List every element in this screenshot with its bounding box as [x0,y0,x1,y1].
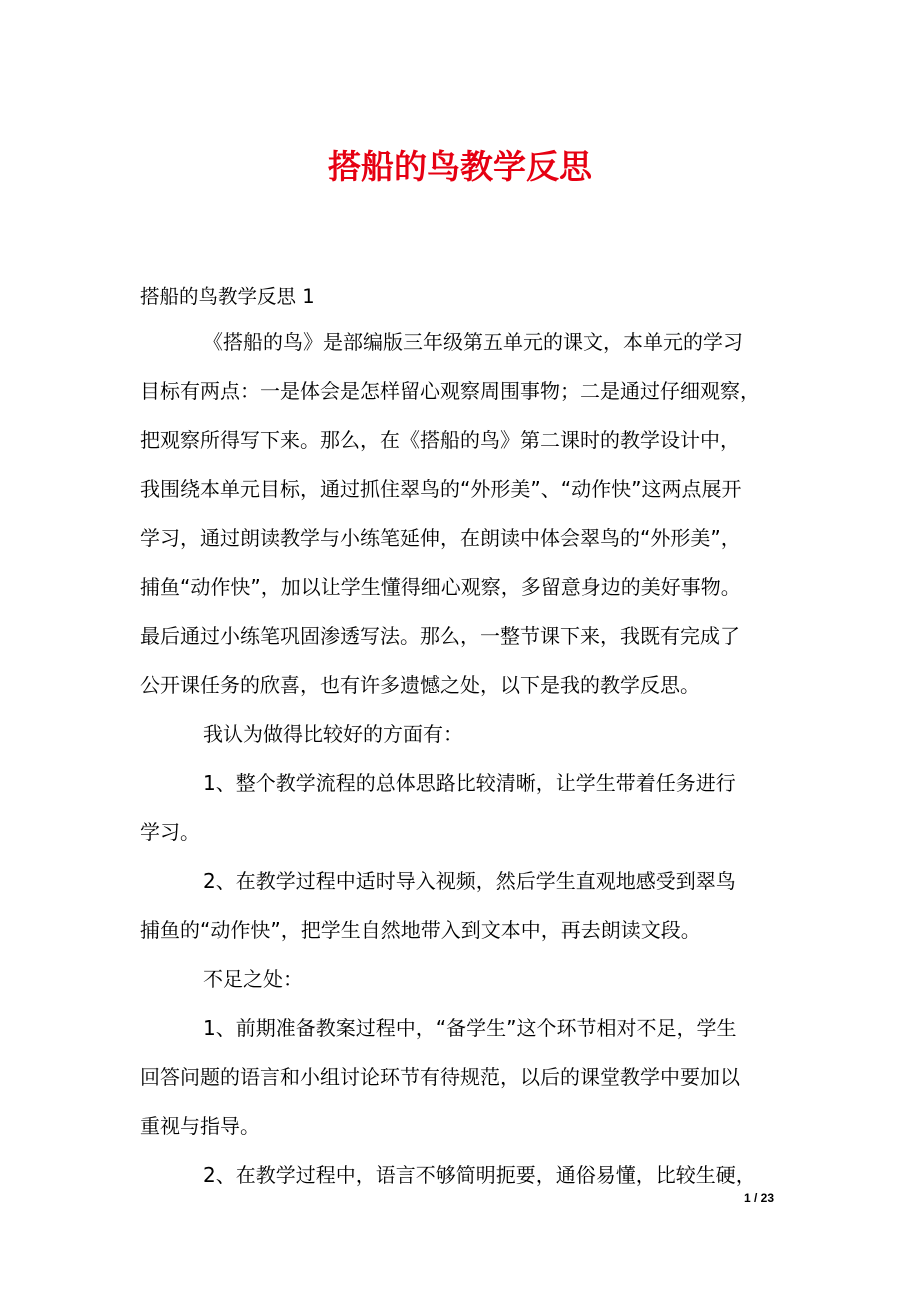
section-heading: 搭船的鸟教学反思 1 [140,285,315,308]
body-line: 不足之处： [203,967,303,991]
body-line: 回答问题的语言和小组讨论环节有待规范，以后的课堂教学中要加以 [140,1065,740,1089]
body-line: 捕鱼“动作快”，加以让学生懂得细心观察，多留意身边的美好事物。 [140,575,741,599]
body-line: 公开课任务的欣喜，也有许多遗憾之处，以下是我的教学反思。 [140,673,700,697]
body-line: 1、前期准备教案过程中，“备学生”这个环节相对不足，学生 [203,1016,737,1040]
body-line: 2、在教学过程中，语言不够简明扼要，通俗易懂，比较生硬， [203,1163,756,1187]
body-line: 《搭船的鸟》是部编版三年级第五单元的课文，本单元的学习 [203,330,743,354]
body-line: 把观察所得写下来。那么，在《搭船的鸟》第二课时的教学设计中， [140,428,740,452]
body-line: 学习。 [140,820,200,844]
body-line: 1、整个教学流程的总体思路比较清晰，让学生带着任务进行 [203,771,736,795]
body-line: 学习，通过朗读教学与小练笔延伸，在朗读中体会翠鸟的“外形美”， [140,526,741,550]
body-line: 最后通过小练笔巩固渗透写法。那么，一整节课下来，我既有完成了 [140,624,740,648]
body-line: 目标有两点：一是体会是怎样留心观察周围事物；二是通过仔细观察， [140,379,760,403]
body-line: 2、在教学过程中适时导入视频，然后学生直观地感受到翠鸟 [203,869,736,893]
body-line: 我认为做得比较好的方面有： [203,722,463,746]
body-line: 重视与指导。 [140,1114,260,1138]
page-title: 搭船的鸟教学反思 [328,147,592,186]
body-line: 捕鱼的“动作快”，把学生自然地带入到文本中，再去朗读文段。 [140,918,701,942]
page-number: 1 / 23 [744,1191,775,1205]
body-line: 我围绕本单元目标，通过抓住翠鸟的“外形美”、“动作快”这两点展开 [140,477,742,501]
